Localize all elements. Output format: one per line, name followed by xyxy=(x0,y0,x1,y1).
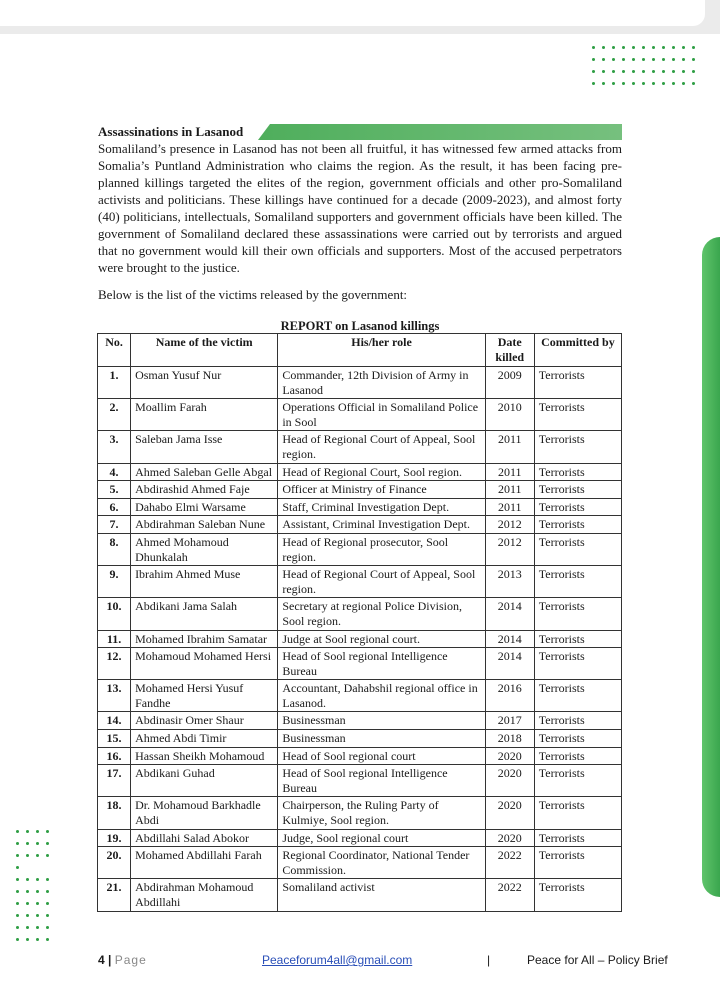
decorative-dot xyxy=(612,46,615,49)
cell-name: Abdirahman Saleban Nune xyxy=(131,516,278,534)
table-row xyxy=(98,680,622,712)
decorative-dot xyxy=(652,58,655,61)
decorative-dot xyxy=(46,854,49,857)
cell-name: Hassan Sheikh Mohamoud xyxy=(131,747,278,765)
body-paragraph: Somaliland’s presence in Lasanod has not been all fruitful, it has witnessed few armed attacks from Somalia’s Puntland Administration who claims the region. As the result, it has been facing pre-planned killings targeted the elites of the region, government officials and other pro-Somaliland activists and politicians. These killings have continued for a decade (2009-2023), and almost forty (40) politicians, intellectuals, Somaliland supporters and government officials have been killed. The government of Somaliland declared these assassinations were carried out by terrorists and argued that no government would kill their own officials and supporters. Most of the accused perpetrators were brought to the justice. xyxy=(98,141,622,275)
table-row xyxy=(98,747,622,765)
cell-name: Ahmed Abdi Timir xyxy=(131,730,278,748)
decorative-dot xyxy=(612,82,615,85)
cell-by: Terrorists xyxy=(534,765,621,797)
decorative-dot xyxy=(592,70,595,73)
cell-no: 20. xyxy=(98,847,131,879)
cell-date: 2020 xyxy=(485,765,534,797)
cell-date: 2020 xyxy=(485,829,534,847)
decorative-dot xyxy=(26,938,29,941)
decorative-dot xyxy=(662,70,665,73)
decorative-dot xyxy=(632,70,635,73)
table-row xyxy=(98,648,622,680)
decorative-dot xyxy=(632,58,635,61)
cell-date: 2014 xyxy=(485,630,534,648)
cell-date: 2014 xyxy=(485,648,534,680)
decorative-dot xyxy=(46,914,49,917)
cell-by: Terrorists xyxy=(534,516,621,534)
decorative-dot xyxy=(642,58,645,61)
decorative-dot xyxy=(692,58,695,61)
cell-by: Terrorists xyxy=(534,630,621,648)
cell-no: 19. xyxy=(98,829,131,847)
cell-date: 2016 xyxy=(485,680,534,712)
cell-name: Mohamoud Mohamed Hersi xyxy=(131,648,278,680)
decorative-dot xyxy=(36,878,39,881)
cell-by: Terrorists xyxy=(534,879,621,911)
decorative-dot xyxy=(622,58,625,61)
cell-no: 10. xyxy=(98,598,131,630)
decorative-dot xyxy=(672,82,675,85)
cell-by: Terrorists xyxy=(534,680,621,712)
cell-date: 2022 xyxy=(485,879,534,911)
cell-role: Judge at Sool regional court. xyxy=(278,630,485,648)
decorative-dot xyxy=(672,58,675,61)
decorative-dot xyxy=(662,82,665,85)
cell-name: Ibrahim Ahmed Muse xyxy=(131,566,278,598)
cell-no: 8. xyxy=(98,533,131,565)
table-row xyxy=(98,797,622,829)
decorative-dot xyxy=(652,46,655,49)
decorative-dot xyxy=(602,70,605,73)
table-row xyxy=(98,630,622,648)
cell-name: Mohamed Abdillahi Farah xyxy=(131,847,278,879)
col-header-no: No. xyxy=(98,334,131,367)
table-row xyxy=(98,463,622,481)
decorative-dot xyxy=(46,842,49,845)
decorative-dot xyxy=(26,902,29,905)
cell-by: Terrorists xyxy=(534,829,621,847)
table-row xyxy=(98,829,622,847)
table-row xyxy=(98,598,622,630)
cell-role: Head of Sool regional court xyxy=(278,747,485,765)
decorative-dot xyxy=(26,914,29,917)
decorative-dot xyxy=(26,890,29,893)
cell-role: Judge, Sool regional court xyxy=(278,829,485,847)
col-header-role: His/her role xyxy=(278,334,485,367)
col-header-name: Name of the victim xyxy=(131,334,278,367)
cell-role: Somaliland activist xyxy=(278,879,485,911)
decorative-dot xyxy=(622,46,625,49)
decorative-dot xyxy=(26,854,29,857)
list-intro: Below is the list of the victims released by the government: xyxy=(98,287,408,302)
decorative-dot xyxy=(692,82,695,85)
cell-name: Mohamed Ibrahim Samatar xyxy=(131,630,278,648)
decorative-green-side-bar xyxy=(702,237,720,897)
cell-date: 2018 xyxy=(485,730,534,748)
decorative-dot xyxy=(36,938,39,941)
decorative-dot xyxy=(36,890,39,893)
cell-role: Head of Regional Court of Appeal, Sool region. xyxy=(278,566,485,598)
cell-date: 2013 xyxy=(485,566,534,598)
cell-no: 7. xyxy=(98,516,131,534)
decorative-dot xyxy=(46,938,49,941)
previous-page-edge xyxy=(0,0,705,26)
decorative-dot xyxy=(36,926,39,929)
cell-by: Terrorists xyxy=(534,730,621,748)
decorative-dot xyxy=(612,70,615,73)
cell-by: Terrorists xyxy=(534,566,621,598)
table-row xyxy=(98,847,622,879)
cell-name: Abdikani Guhad xyxy=(131,765,278,797)
decorative-dot xyxy=(46,830,49,833)
decorative-dot xyxy=(26,830,29,833)
cell-no: 5. xyxy=(98,481,131,499)
decorative-dot xyxy=(16,914,19,917)
cell-date: 2011 xyxy=(485,431,534,463)
cell-date: 2020 xyxy=(485,797,534,829)
cell-no: 3. xyxy=(98,431,131,463)
cell-name: Dahabo Elmi Warsame xyxy=(131,498,278,516)
cell-no: 12. xyxy=(98,648,131,680)
decorative-dot xyxy=(622,82,625,85)
cell-date: 2009 xyxy=(485,367,534,399)
decorative-dot xyxy=(26,926,29,929)
cell-role: Accountant, Dahabshil regional office in Lasanod. xyxy=(278,680,485,712)
cell-no: 1. xyxy=(98,367,131,399)
decorative-dots-top-right xyxy=(592,46,702,94)
cell-role: Head of Regional Court of Appeal, Sool region. xyxy=(278,431,485,463)
cell-role: Regional Coordinator, National Tender Commission. xyxy=(278,847,485,879)
decorative-dot xyxy=(642,70,645,73)
cell-by: Terrorists xyxy=(534,797,621,829)
cell-role: Head of Regional prosecutor, Sool region. xyxy=(278,533,485,565)
cell-by: Terrorists xyxy=(534,747,621,765)
cell-date: 2011 xyxy=(485,481,534,499)
cell-name: Abdillahi Salad Abokor xyxy=(131,829,278,847)
decorative-dot xyxy=(682,58,685,61)
page-word: Page xyxy=(114,953,147,967)
decorative-dot xyxy=(46,890,49,893)
heading-green-band xyxy=(258,124,622,140)
policy-brief-label: Peace for All – Policy Brief xyxy=(527,953,668,967)
cell-name: Ahmed Mohamoud Dhunkalah xyxy=(131,533,278,565)
report-title: REPORT on Lasanod killings xyxy=(280,319,440,333)
decorative-dot xyxy=(662,46,665,49)
decorative-dot xyxy=(602,46,605,49)
cell-date: 2011 xyxy=(485,463,534,481)
table-row xyxy=(98,367,622,399)
cell-role: Businessman xyxy=(278,730,485,748)
decorative-dot xyxy=(652,82,655,85)
decorative-dot xyxy=(16,854,19,857)
cell-role: Officer at Ministry of Finance xyxy=(278,481,485,499)
decorative-dot xyxy=(602,82,605,85)
page-number-value: 4 xyxy=(98,953,105,967)
cell-role: Businessman xyxy=(278,712,485,730)
victims-table xyxy=(97,333,622,912)
cell-name: Abdirahman Mohamoud Abdillahi xyxy=(131,879,278,911)
decorative-dot xyxy=(632,46,635,49)
cell-name: Osman Yusuf Nur xyxy=(131,367,278,399)
cell-name: Moallim Farah xyxy=(131,399,278,431)
cell-name: Abdinasir Omer Shaur xyxy=(131,712,278,730)
cell-by: Terrorists xyxy=(534,431,621,463)
table-row xyxy=(98,730,622,748)
cell-no: 4. xyxy=(98,463,131,481)
cell-no: 18. xyxy=(98,797,131,829)
decorative-dot xyxy=(16,830,19,833)
decorative-dot xyxy=(642,82,645,85)
table-row xyxy=(98,765,622,797)
cell-name: Abdikani Jama Salah xyxy=(131,598,278,630)
decorative-dot xyxy=(16,926,19,929)
decorative-dot xyxy=(16,866,19,869)
decorative-dot xyxy=(682,46,685,49)
decorative-dot xyxy=(46,878,49,881)
decorative-dot xyxy=(622,70,625,73)
cell-no: 21. xyxy=(98,879,131,911)
cell-name: Ahmed Saleban Gelle Abgal xyxy=(131,463,278,481)
cell-no: 6. xyxy=(98,498,131,516)
decorative-dot xyxy=(26,878,29,881)
decorative-dot xyxy=(682,82,685,85)
cell-name: Saleban Jama Isse xyxy=(131,431,278,463)
decorative-dot xyxy=(16,878,19,881)
page-number-separator: | xyxy=(108,953,112,967)
cell-role: Staff, Criminal Investigation Dept. xyxy=(278,498,485,516)
section-heading-row xyxy=(98,124,622,140)
cell-date: 2017 xyxy=(485,712,534,730)
cell-no: 11. xyxy=(98,630,131,648)
col-header-date: Date killed xyxy=(485,334,534,367)
decorative-dot xyxy=(16,938,19,941)
cell-name: Abdirashid Ahmed Faje xyxy=(131,481,278,499)
decorative-dot xyxy=(592,82,595,85)
cell-by: Terrorists xyxy=(534,399,621,431)
table-body xyxy=(98,367,622,912)
decorative-dot xyxy=(36,854,39,857)
cell-no: 2. xyxy=(98,399,131,431)
cell-role: Commander, 12th Division of Army in Lasanod xyxy=(278,367,485,399)
decorative-dot xyxy=(16,902,19,905)
cell-no: 14. xyxy=(98,712,131,730)
decorative-dot xyxy=(36,914,39,917)
cell-by: Terrorists xyxy=(534,533,621,565)
decorative-dot xyxy=(36,842,39,845)
decorative-dot xyxy=(612,58,615,61)
decorative-dot xyxy=(692,70,695,73)
cell-by: Terrorists xyxy=(534,498,621,516)
cell-by: Terrorists xyxy=(534,367,621,399)
cell-role: Head of Sool regional Intelligence Bureau xyxy=(278,648,485,680)
cell-name: Mohamed Hersi Yusuf Fandhe xyxy=(131,680,278,712)
section-heading: Assassinations in Lasanod xyxy=(98,124,247,140)
table-row xyxy=(98,879,622,911)
cell-date: 2012 xyxy=(485,516,534,534)
decorative-dot xyxy=(36,902,39,905)
decorative-dot xyxy=(652,70,655,73)
decorative-dot xyxy=(602,58,605,61)
decorative-dot xyxy=(592,46,595,49)
cell-date: 2022 xyxy=(485,847,534,879)
cell-by: Terrorists xyxy=(534,847,621,879)
cell-date: 2020 xyxy=(485,747,534,765)
decorative-dot xyxy=(692,46,695,49)
table-row xyxy=(98,431,622,463)
cell-by: Terrorists xyxy=(534,598,621,630)
decorative-dots-bottom-left xyxy=(16,830,56,950)
decorative-dot xyxy=(682,70,685,73)
cell-name: Dr. Mohamoud Barkhadle Abdi xyxy=(131,797,278,829)
table-row xyxy=(98,481,622,499)
table-row xyxy=(98,533,622,565)
cell-role: Head of Regional Court, Sool region. xyxy=(278,463,485,481)
table-row xyxy=(98,399,622,431)
cell-no: 17. xyxy=(98,765,131,797)
page-number xyxy=(98,953,147,967)
cell-no: 16. xyxy=(98,747,131,765)
decorative-dot xyxy=(632,82,635,85)
cell-by: Terrorists xyxy=(534,712,621,730)
cell-role: Secretary at regional Police Division, Sool region. xyxy=(278,598,485,630)
col-header-committed-by: Committed by xyxy=(534,334,621,367)
table-row xyxy=(98,516,622,534)
cell-no: 13. xyxy=(98,680,131,712)
decorative-dot xyxy=(642,46,645,49)
cell-role: Operations Official in Somaliland Police in Sool xyxy=(278,399,485,431)
decorative-dot xyxy=(46,902,49,905)
decorative-dot xyxy=(672,70,675,73)
decorative-dot xyxy=(662,58,665,61)
cell-date: 2011 xyxy=(485,498,534,516)
decorative-dot xyxy=(16,842,19,845)
cell-no: 9. xyxy=(98,566,131,598)
cell-by: Terrorists xyxy=(534,481,621,499)
decorative-dot xyxy=(592,58,595,61)
cell-by: Terrorists xyxy=(534,648,621,680)
cell-role: Assistant, Criminal Investigation Dept. xyxy=(278,516,485,534)
decorative-dot xyxy=(36,830,39,833)
table-row xyxy=(98,712,622,730)
footer-divider: | xyxy=(487,953,491,967)
cell-date: 2010 xyxy=(485,399,534,431)
cell-role: Chairperson, the Ruling Party of Kulmiye, Sool region. xyxy=(278,797,485,829)
decorative-dot xyxy=(26,842,29,845)
cell-role: Head of Sool regional Intelligence Bureau xyxy=(278,765,485,797)
table-header-row xyxy=(98,334,622,367)
decorative-dot xyxy=(46,926,49,929)
contact-email-link[interactable]: Peaceforum4all@gmail.com xyxy=(262,953,413,967)
table-row xyxy=(98,498,622,516)
table-row xyxy=(98,566,622,598)
cell-by: Terrorists xyxy=(534,463,621,481)
decorative-dot xyxy=(672,46,675,49)
cell-no: 15. xyxy=(98,730,131,748)
decorative-dot xyxy=(16,890,19,893)
cell-date: 2014 xyxy=(485,598,534,630)
cell-date: 2012 xyxy=(485,533,534,565)
